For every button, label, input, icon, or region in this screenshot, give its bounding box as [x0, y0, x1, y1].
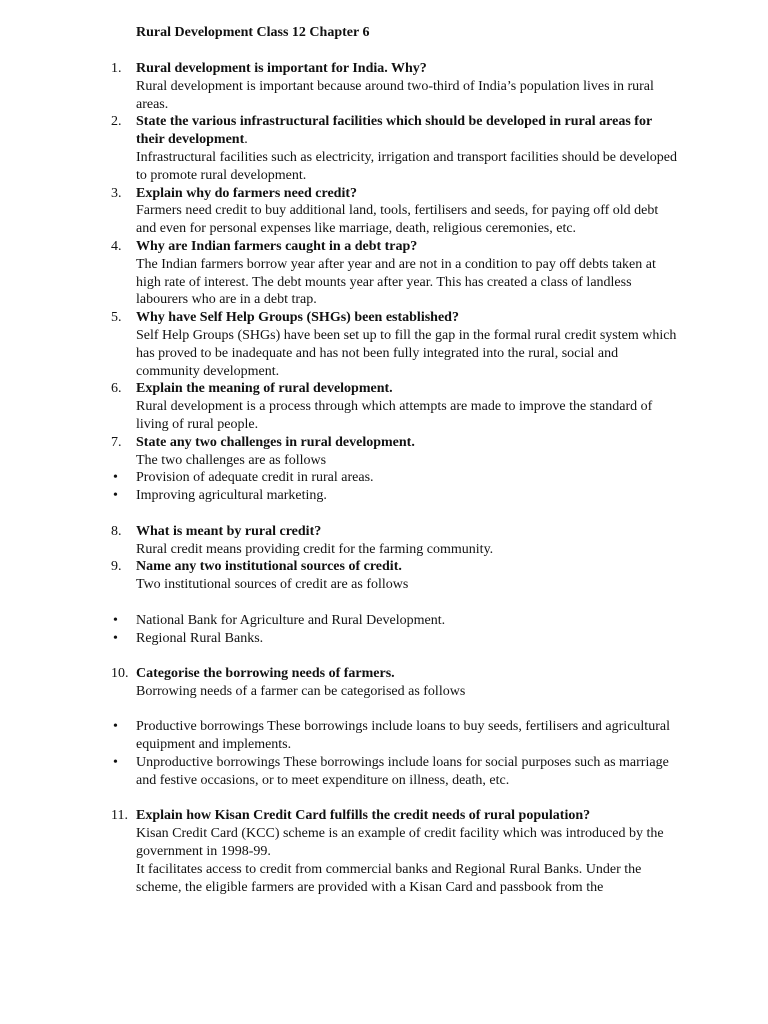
paragraph-gap: [0, 594, 768, 612]
question-text: What is meant by rural credit?: [136, 523, 322, 539]
question-item-6: [0, 380, 681, 433]
question-text: Explain how Kisan Credit Card fulfills the credit needs of rural population?: [136, 808, 591, 824]
paragraph-gap: [0, 505, 768, 523]
question-item-1: [0, 60, 681, 113]
question-number: 1.: [111, 61, 122, 76]
bullet-text: Provision of adequate credit in rural areas.: [136, 470, 374, 486]
question-item-10: [0, 665, 681, 701]
bullet-text: Unproductive borrowings These borrowings include loans for social purposes such as marriage and festive occasions, or to meet expenditure on illness, death, etc.: [136, 755, 669, 788]
question-item-2: [0, 113, 681, 184]
paragraph-gap: [0, 790, 768, 808]
bullet-symbol: •: [113, 488, 118, 504]
question-block: [136, 113, 681, 149]
question-number: 5.: [111, 310, 122, 326]
question-suffix: .: [244, 132, 248, 148]
bullet-item: [0, 612, 681, 630]
question-item-4: [0, 238, 681, 309]
document-title: Rural Development Class 12 Chapter 6: [136, 25, 370, 40]
answer-text: Rural development is a process through which attempts are made to improve the standard of living of rural people.: [136, 399, 653, 432]
question-number: 10.: [111, 666, 129, 682]
bullet-item: [0, 754, 681, 790]
bullet-symbol: •: [113, 630, 118, 646]
question-number: 2.: [111, 114, 122, 130]
question-number: 8.: [111, 523, 122, 539]
question-number: 6.: [111, 381, 122, 397]
question-number: 3.: [111, 185, 122, 201]
question-number: 4.: [111, 238, 122, 254]
question-text: Rural development is important for India. Why?: [136, 61, 427, 76]
answer-text: Infrastructural facilities such as electricity, irrigation and transport facilities should be developed to promote rural development.: [136, 149, 678, 183]
question-text: State any two challenges in rural development.: [136, 434, 415, 450]
bullet-item: [0, 487, 681, 505]
question-item-11: [0, 807, 681, 896]
answer-text: Borrowing needs of a farmer can be categorised as follows: [136, 683, 466, 699]
question-number: 11.: [111, 808, 128, 824]
answer-text-continued: It facilitates access to credit from commercial banks and Regional Rural Banks. Under the scheme, the eligible farmers are provided with a Kisan Card and passbook from the: [136, 861, 642, 895]
answer-text: The Indian farmers borrow year after year and are not in a condition to pay off debts taken at high rate of interest. The debt mounts year after year. This has created a class of landless labourers who are in a debt trap.: [136, 256, 656, 308]
question-text: Explain why do farmers need credit?: [136, 185, 358, 201]
question-text: State the various infrastructural facilities which should be developed in rural areas for their development: [136, 114, 652, 148]
question-text: Why have Self Help Groups (SHGs) been established?: [136, 310, 459, 326]
question-text: Name any two institutional sources of credit.: [136, 559, 402, 575]
answer-text: The two challenges are as follows: [136, 452, 327, 468]
question-text: Why are Indian farmers caught in a debt trap?: [136, 238, 418, 254]
bullet-item: [0, 718, 681, 754]
bullet-symbol: •: [113, 755, 118, 771]
question-number: 7.: [111, 434, 122, 450]
bullet-item: [0, 469, 681, 487]
bullet-symbol: •: [113, 470, 118, 486]
bullet-text: Productive borrowings These borrowings include loans to buy seeds, fertilisers and agricultural equipment and implements.: [136, 719, 670, 753]
answer-text: Self Help Groups (SHGs) have been set up to fill the gap in the formal rural credit system which has proved to be inadequate and has not been fully integrated into the rural, social and community development.: [136, 327, 677, 379]
bullet-text: Improving agricultural marketing.: [136, 488, 327, 504]
paragraph-gap: [0, 647, 768, 665]
question-item-3: [0, 185, 681, 238]
answer-text: Farmers need credit to buy additional land, tools, fertilisers and seeds, for paying off old debt and even for personal expenses like marriage, death, religious ceremonies, etc.: [136, 203, 659, 237]
answer-text: Two institutional sources of credit are as follows: [136, 577, 409, 593]
bullet-text: Regional Rural Banks.: [136, 630, 264, 646]
question-item-9: [0, 558, 681, 594]
bullet-item: [0, 630, 681, 648]
question-item-5: [0, 309, 681, 380]
answer-text: Rural credit means providing credit for the farming community.: [136, 541, 494, 557]
bullet-symbol: •: [113, 719, 118, 735]
paragraph-gap: [0, 701, 768, 719]
question-list: [0, 60, 768, 896]
answer-text: Rural development is important because around two-third of India’s population lives in rural areas.: [136, 78, 654, 112]
question-number: 9.: [111, 559, 122, 575]
question-text: Categorise the borrowing needs of farmers.: [136, 666, 395, 682]
question-item-7: [0, 434, 681, 470]
bullet-text: National Bank for Agriculture and Rural Development.: [136, 612, 446, 628]
question-text: Explain the meaning of rural development.: [136, 381, 393, 397]
question-item-8: [0, 523, 681, 559]
answer-text: Kisan Credit Card (KCC) scheme is an example of credit facility which was introduced by the government in 1998-99.: [136, 826, 664, 860]
bullet-symbol: •: [113, 612, 118, 628]
